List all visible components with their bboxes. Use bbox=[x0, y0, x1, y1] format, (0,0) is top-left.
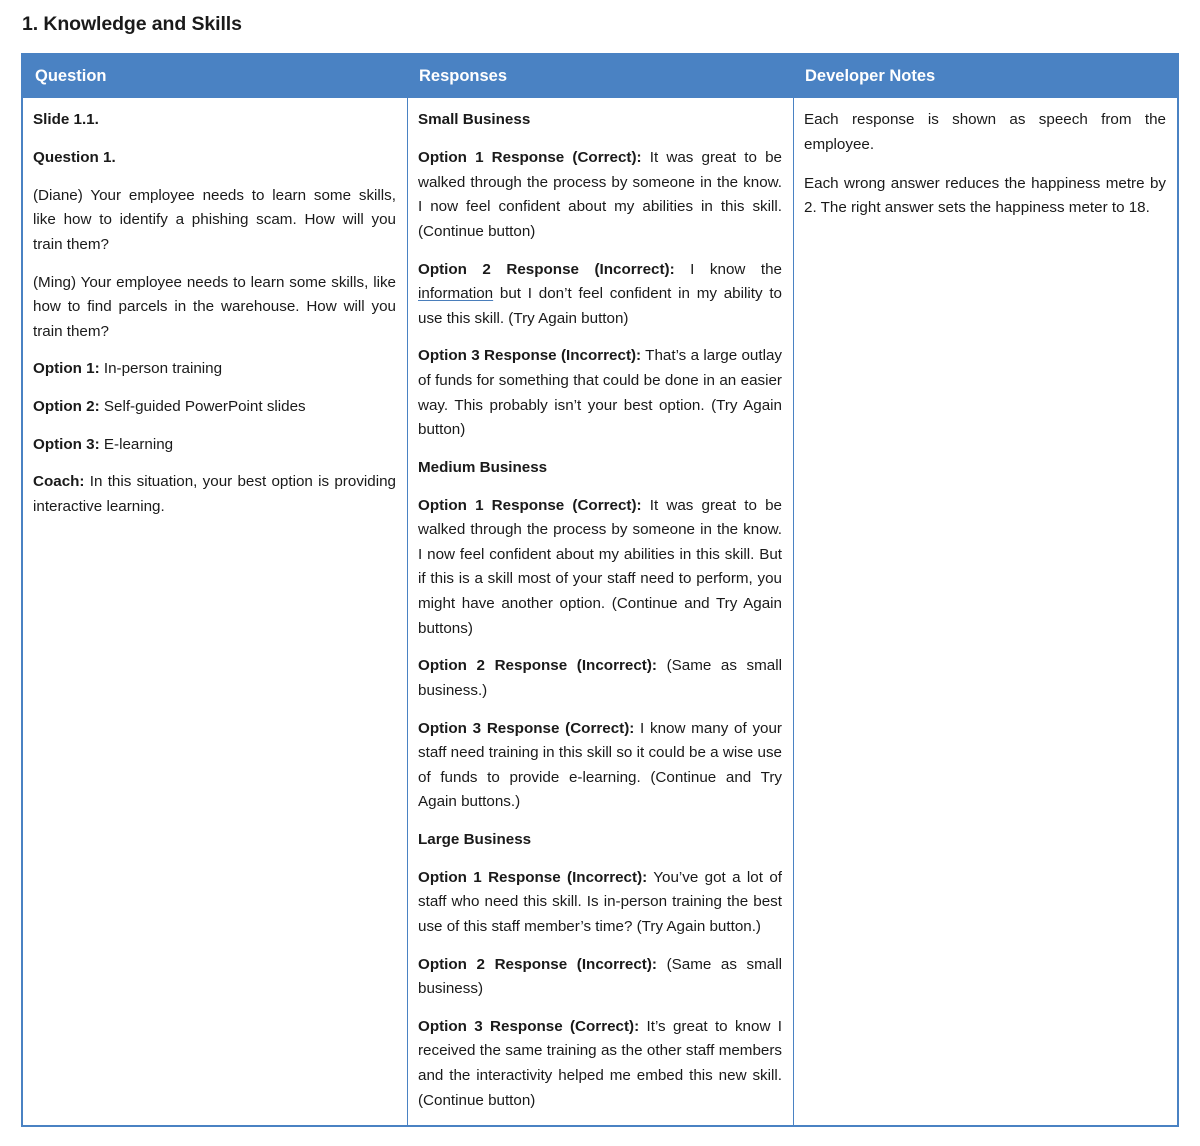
notes-paragraph: Each wrong answer reduces the happiness metre by 2. The right answer sets the happiness meter to 18. bbox=[804, 174, 1166, 217]
responses-subheading: Small Business bbox=[418, 111, 531, 129]
question-paragraph-label: Option 3: bbox=[33, 435, 100, 453]
cell-responses bbox=[407, 98, 793, 1125]
responses-labelled-paragraph: Option 1 Response (Correct): It was great to be walked through the process by someone in the know. I now feel confident about my abilities in this skill. But if this is a skill most of your staff need to perform, you might have another option. (Continue and Try Again buttons) bbox=[418, 496, 782, 637]
question-labelled-paragraph: Option 3: E-learning bbox=[33, 435, 174, 453]
question-paragraph-label: Option 1: bbox=[33, 360, 100, 378]
question-labelled-paragraph: Option 2: Self-guided PowerPoint slides bbox=[33, 398, 306, 416]
responses-subheading: Medium Business bbox=[418, 458, 548, 476]
page-title: 1. Knowledge and Skills bbox=[22, 13, 242, 35]
question-subheading: Slide 1.1. bbox=[33, 111, 99, 129]
responses-labelled-paragraph: Option 1 Response (Correct): It was great to be walked through the process by someone in the know. I now feel confident about my abilities in this skill. (Continue button) bbox=[418, 149, 782, 240]
responses-paragraph-label: Option 2 Response (Incorrect): bbox=[418, 260, 675, 278]
responses-paragraph-label: Option 2 Response (Incorrect): bbox=[418, 955, 657, 973]
table-header-row bbox=[23, 55, 1177, 98]
cell-question bbox=[23, 98, 407, 1125]
responses-paragraph-label: Option 3 Response (Correct): bbox=[418, 1017, 640, 1035]
question-subheading: Question 1. bbox=[33, 149, 116, 167]
responses-paragraph-label: Option 1 Response (Correct): bbox=[418, 496, 642, 514]
notes-paragraph: Each response is shown as speech from the employee. bbox=[804, 111, 1166, 154]
responses-subheading: Large Business bbox=[418, 831, 532, 849]
responses-labelled-paragraph: Option 3 Response (Correct): I know many of your staff need training in this skill so it could be a wise use of funds to provide e-learning. (Continue and Try Again buttons.) bbox=[418, 719, 782, 811]
specification-table bbox=[21, 53, 1179, 1127]
responses-labelled-paragraph: Option 2 Response (Incorrect): (Same as small business.) bbox=[418, 657, 782, 699]
column-header-question: Question bbox=[35, 67, 107, 85]
question-paragraph: (Ming) Your employee needs to learn some skills, like how to find parcels in the warehouse. How will you train them? bbox=[33, 273, 396, 340]
responses-paragraph-label: Option 2 Response (Incorrect): bbox=[418, 657, 657, 675]
responses-paragraph-label: Option 3 Response (Correct): bbox=[418, 719, 635, 737]
responses-labelled-paragraph: Option 2 Response (Incorrect): I know the information but I don’t feel confident in my ability to use this skill. (Try Again button) bbox=[418, 260, 783, 327]
responses-paragraph-label: Option 1 Response (Incorrect): bbox=[418, 868, 648, 886]
responses-paragraph-label: Option 3 Response (Incorrect): bbox=[418, 347, 642, 365]
question-labelled-paragraph: Option 1: In-person training bbox=[33, 360, 223, 378]
question-paragraph: (Diane) Your employee needs to learn some skills, like how to identify a phishing scam. How will you train them? bbox=[33, 186, 396, 253]
table-row bbox=[23, 98, 1177, 1125]
responses-labelled-paragraph: Option 1 Response (Incorrect): You’ve got a lot of staff who need this skill. Is in-person training the best use of this staff member’s time? (Try Again button.) bbox=[418, 868, 782, 935]
question-paragraph-label: Option 2: bbox=[33, 398, 100, 416]
question-paragraph-label: Coach: bbox=[33, 473, 85, 491]
cell-developer-notes bbox=[793, 98, 1177, 1125]
grammar-underlined-word: information bbox=[418, 285, 494, 303]
responses-labelled-paragraph: Option 2 Response (Incorrect): (Same as small business) bbox=[418, 955, 782, 998]
column-header-developer-notes: Developer Notes bbox=[805, 67, 936, 85]
question-labelled-paragraph: Coach: In this situation, your best option is providing interactive learning. bbox=[33, 473, 396, 515]
responses-paragraph-label: Option 1 Response (Correct): bbox=[418, 149, 642, 167]
responses-labelled-paragraph: Option 3 Response (Incorrect): That’s a large outlay of funds for something that could be done in an easier way. This probably isn’t your best option. (Try Again button) bbox=[418, 347, 783, 439]
column-header-responses: Responses bbox=[419, 67, 508, 85]
responses-labelled-paragraph: Option 3 Response (Correct): It’s great to know I received the same training as the other staff members and the interactivity helped me embed this new skill. (Continue button) bbox=[418, 1017, 782, 1109]
